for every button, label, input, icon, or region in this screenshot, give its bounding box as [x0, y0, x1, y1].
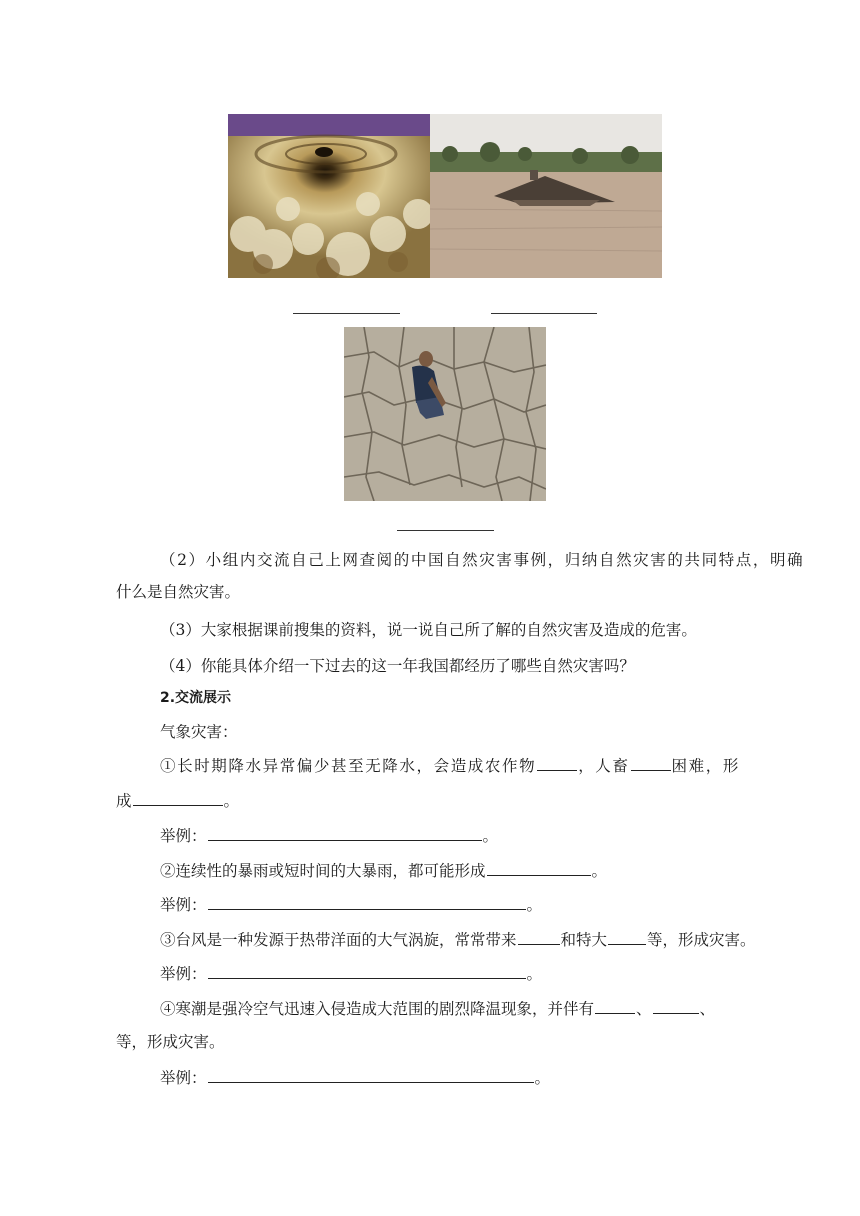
example-label: 举例：	[160, 827, 207, 845]
flood-caption-blank	[491, 313, 597, 314]
item-1-text-e: 。	[223, 792, 240, 810]
item-1-line1	[160, 755, 740, 776]
example-label: 举例：	[160, 1069, 207, 1087]
item-3-line	[160, 929, 756, 950]
item-2-line	[160, 860, 607, 881]
example-label: 举例：	[160, 965, 207, 983]
item-4-text-b: 、	[636, 1000, 652, 1018]
livestock-blank[interactable]	[631, 755, 671, 771]
example-1	[160, 825, 498, 846]
example-3	[160, 963, 542, 984]
typhoon-caption-blank	[293, 313, 400, 314]
item-1-text-a: ①长时期降水异常偏少甚至无降水，会造成农作物	[160, 757, 537, 775]
item-1-text-b: ，人畜	[578, 757, 630, 775]
drought-image	[344, 327, 546, 501]
example-period: 。	[534, 1069, 551, 1087]
cold-wave-blank-2[interactable]	[653, 998, 699, 1014]
example-label: 举例：	[160, 896, 207, 914]
example-4	[160, 1067, 550, 1088]
flood-image	[430, 114, 662, 278]
item-3-text-a: ③台风是一种发源于热带洋面的大气涡旋，常常带来	[160, 931, 517, 949]
item-4-line2: 等，形成灾害。	[116, 1033, 225, 1051]
question-3: （3）大家根据课前搜集的资料，说一说自己所了解的自然灾害及造成的危害。	[160, 621, 697, 639]
example-3-blank[interactable]	[208, 963, 526, 979]
typhoon-image	[228, 114, 430, 278]
question-2-line1: （2）小组内交流自己上网查阅的中国自然灾害事例，归纳自然灾害的共同特点，明确	[160, 551, 805, 569]
example-2-blank[interactable]	[208, 894, 526, 910]
example-period: 。	[482, 827, 499, 845]
question-4: （4）你能具体介绍一下过去的这一年我国都经历了哪些自然灾害吗？	[160, 657, 635, 675]
typhoon-blank-2[interactable]	[608, 929, 646, 945]
example-period: 。	[526, 965, 543, 983]
item-4-text-c: 、	[699, 1000, 716, 1018]
item-1-text-d: 成	[116, 792, 132, 810]
typhoon-blank-1[interactable]	[518, 929, 560, 945]
item-4-line1	[160, 998, 715, 1019]
section-heading: 2.交流展示	[160, 690, 232, 706]
question-2-line2: 什么是自然灾害。	[116, 583, 241, 601]
drought-caption-blank	[397, 530, 494, 531]
disaster-type-blank-1[interactable]	[133, 790, 223, 806]
item-4-text-a: ④寒潮是强冷空气迅速入侵造成大范围的剧烈降温现象，并伴有	[160, 1000, 595, 1018]
example-4-blank[interactable]	[208, 1067, 534, 1083]
item-1-text-c: 困难，形	[671, 757, 740, 775]
example-1-blank[interactable]	[208, 825, 482, 841]
item-1-line2	[116, 790, 239, 811]
item-2-period: 。	[591, 862, 608, 880]
section-subheading: 气象灾害：	[160, 723, 238, 741]
item-3-text-b: 和特大	[560, 931, 608, 949]
example-2	[160, 894, 542, 915]
flood-blank[interactable]	[487, 860, 591, 876]
crop-blank[interactable]	[537, 755, 577, 771]
cold-wave-blank-1[interactable]	[595, 998, 635, 1014]
example-period: 。	[526, 896, 543, 914]
item-3-text-c: 等，形成灾害。	[647, 931, 756, 949]
item-2-text-a: ②连续性的暴雨或短时间的大暴雨，都可能形成	[160, 862, 486, 880]
